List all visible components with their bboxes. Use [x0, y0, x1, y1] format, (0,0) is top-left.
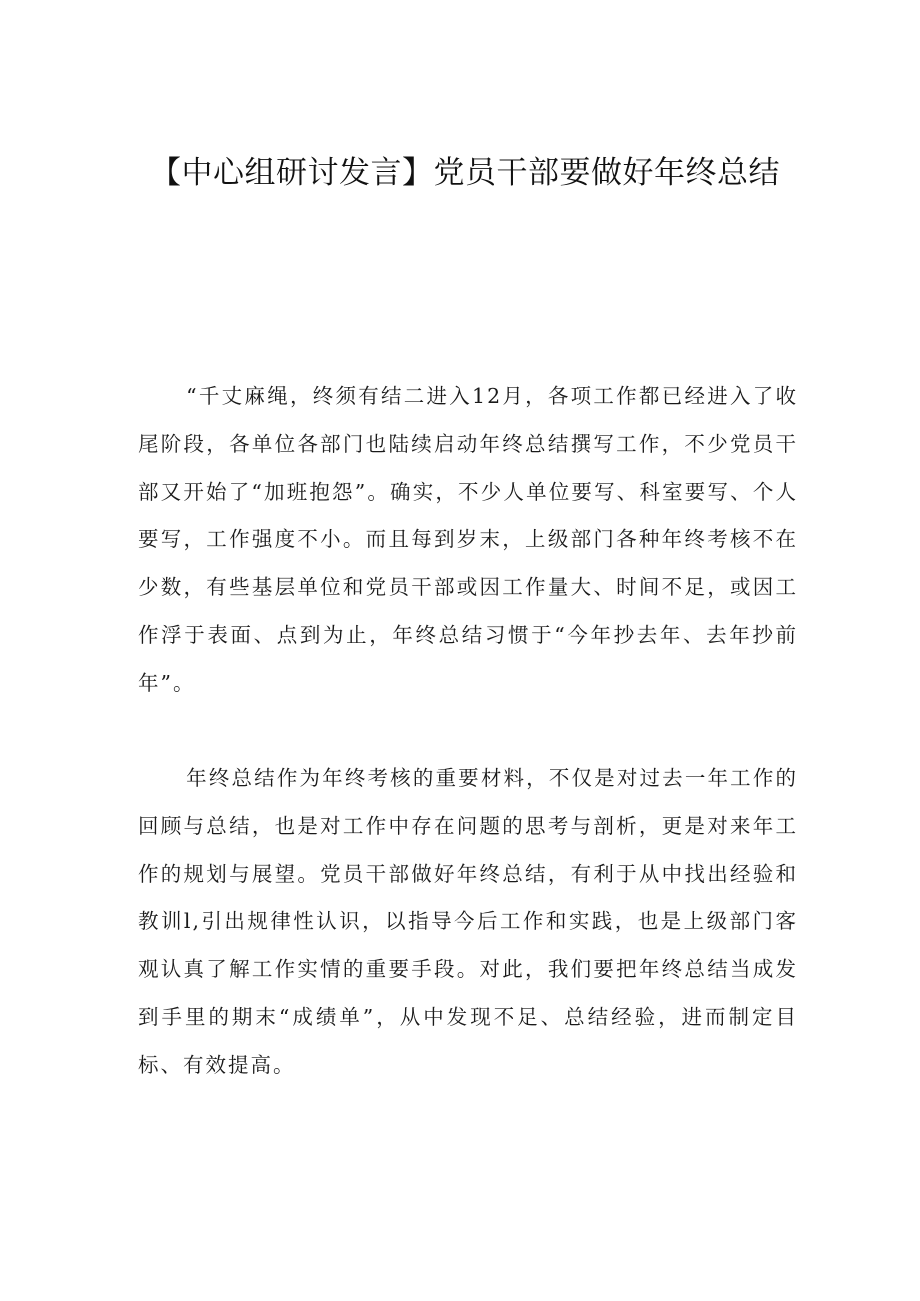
document-title: 【中心组研讨发言】党员干部要做好年终总结: [150, 155, 780, 191]
paragraph-2: 年终总结作为年终考核的重要材料，不仅是对过去一年工作的回顾与总结，也是对工作中存在问题的思考与剖析，更是对来年工作的规划与展望。党员干部做好年终总结，有利于从中找出经验和教训l,引出规律性认识，以指导今后工作和实践，也是上级部门客观认真了解工作实情的重要手段。对此，我们要把年终总结当成发到手里的期末“成绩单”，从中发现不足、总结经验，进而制定目标、有效提高。: [138, 766, 798, 1077]
paragraph-1: “千丈麻绳，终须有结二进入12月，各项工作都已经进入了收尾阶段，各单位各部门也陆续启动年终总结撰写工作，不少党员干部又开始了“加班抱怨”。确实，不少人单位要写、科室要写、个人要写，工作强度不小。而且每到岁末，上级部门各种年终考核不在少数，有些基层单位和党员干部或因工作量大、时间不足，或因工作浮于表面、点到为止，年终总结习惯于“今年抄去年、去年抄前年”。: [138, 384, 798, 695]
